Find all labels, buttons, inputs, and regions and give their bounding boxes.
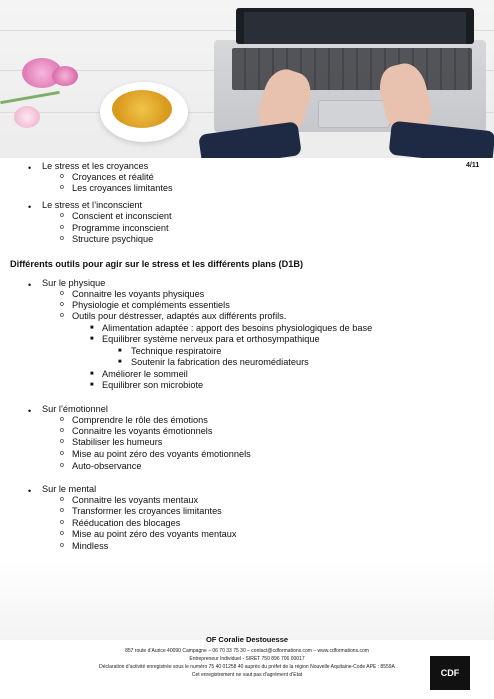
list-item: Connaitre les voyants mentaux: [72, 495, 199, 505]
list-item: Alimentation adaptée : apport des besoins physiologiques de base: [102, 323, 373, 333]
list-item: Sur le mental: [42, 484, 97, 494]
square-bullet-icon: ■: [90, 325, 94, 331]
list-item: Equilibrer son microbiote: [102, 380, 204, 390]
list-item: Améliorer le sommeil: [102, 369, 188, 379]
list-item: Les croyances limitantes: [72, 183, 173, 193]
circle-bullet-icon: o: [60, 530, 64, 537]
circle-bullet-icon: o: [60, 496, 64, 503]
list-item: Programme inconscient: [72, 223, 169, 233]
list-item: Comprendre le rôle des émotions: [72, 415, 208, 425]
circle-bullet-icon: o: [60, 427, 64, 434]
list-item: Equilibrer système nerveux para et orthosympathique: [102, 334, 320, 344]
list-item: Technique respiratoire: [131, 346, 222, 356]
circle-bullet-icon: o: [60, 462, 64, 469]
circle-bullet-icon: o: [60, 542, 64, 549]
circle-bullet-icon: o: [60, 173, 64, 180]
bullet-icon: •: [28, 406, 32, 416]
circle-bullet-icon: o: [60, 519, 64, 526]
list-item: Croyances et réalité: [72, 172, 154, 182]
circle-bullet-icon: o: [60, 312, 64, 319]
footer-declaration: Déclaration d’activité enregistrée sous le numéro 75 40 01258 40 auprès du préfet de la région Nouvelle Aquitaine-Code APE : 8559A: [99, 664, 395, 670]
header-photo: [0, 0, 494, 158]
list-item: Sur le physique: [42, 278, 106, 288]
circle-bullet-icon: o: [60, 224, 64, 231]
bullet-icon: •: [28, 280, 32, 290]
circle-bullet-icon: o: [60, 507, 64, 514]
page-number: 4/11: [466, 162, 480, 169]
square-bullet-icon: ■: [90, 371, 94, 377]
list-item: Conscient et inconscient: [72, 211, 172, 221]
footer-address: 857 route d’Aurice 40090 Campagne – 06 70 33 75 30 – contact@cdformations.com – www.cdformations.com: [125, 648, 369, 654]
list-item: Transformer les croyances limitantes: [72, 506, 222, 516]
bullet-icon: •: [28, 486, 32, 496]
square-bullet-icon: ■: [90, 336, 94, 342]
list-item: Mindless: [72, 541, 109, 551]
square-bullet-icon: ■: [90, 382, 94, 388]
flower-decoration: [52, 66, 78, 86]
cdf-logo: CDF: [430, 656, 470, 690]
circle-bullet-icon: o: [60, 416, 64, 423]
tea: [112, 90, 172, 128]
bullet-icon: •: [28, 163, 32, 173]
section-title: Différents outils pour agir sur le stress et les différents plans (D1B): [10, 259, 304, 269]
list-item: Structure psychique: [72, 234, 154, 244]
circle-bullet-icon: o: [60, 184, 64, 191]
list-item: Auto-observance: [72, 461, 142, 471]
list-item: Sur l’émotionnel: [42, 404, 108, 414]
list-item: Physiologie et compléments essentiels: [72, 300, 230, 310]
list-item: Stabiliser les humeurs: [72, 437, 163, 447]
list-item: Le stress et l’inconscient: [42, 200, 143, 210]
bullet-icon: •: [28, 202, 32, 212]
list-item: Mise au point zéro des voyants mentaux: [72, 529, 237, 539]
circle-bullet-icon: o: [60, 235, 64, 242]
list-item: Connaitre les voyants émotionnels: [72, 426, 213, 436]
circle-bullet-icon: o: [60, 212, 64, 219]
circle-bullet-icon: o: [60, 438, 64, 445]
footer-background: [0, 560, 494, 640]
footer-siret: Entrepreneur Individuel - SIRET 750 896 706 00017: [189, 656, 305, 662]
footer-agrement: Cet enregistrement ne vaut pas d’agrément d’Etat: [191, 672, 303, 678]
circle-bullet-icon: o: [60, 290, 64, 297]
footer: [0, 635, 494, 679]
circle-bullet-icon: o: [60, 450, 64, 457]
list-item: Outils pour déstresser, adaptés aux différents profils.: [72, 311, 287, 321]
list-item: Connaitre les voyants physiques: [72, 289, 205, 299]
circle-bullet-icon: o: [60, 301, 64, 308]
list-item: Soutenir la fabrication des neuromédiateurs: [131, 357, 309, 367]
square-bullet-icon: ■: [118, 359, 122, 365]
list-item: Rééducation des blocages: [72, 518, 181, 528]
flower-decoration: [14, 106, 40, 128]
list-item: Mise au point zéro des voyants émotionnels: [72, 449, 251, 459]
square-bullet-icon: ■: [118, 348, 122, 354]
list-item: Le stress et les croyances: [42, 161, 149, 171]
footer-title: OF Coralie Destouesse: [205, 635, 289, 644]
